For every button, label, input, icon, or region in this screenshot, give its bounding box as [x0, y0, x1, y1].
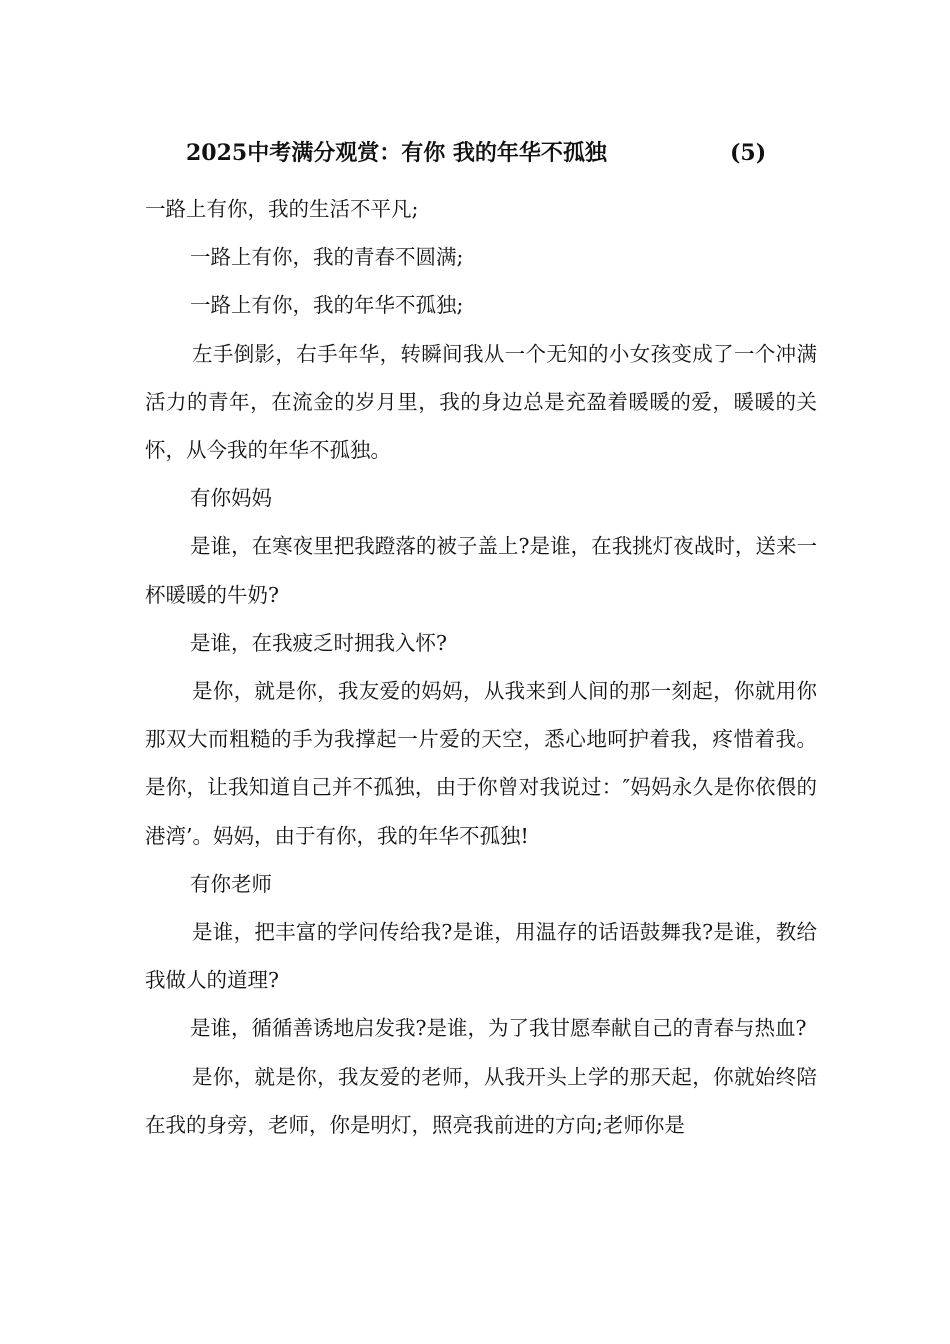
document-body [145, 185, 817, 1149]
paragraph: 是谁，在寒夜里把我蹬落的被子盖上?是谁，在我挑灯夜战时，送来一杯暖暖的牛奶? [145, 534, 817, 607]
paragraph: 是谁，在我疲乏时拥我入怀? [190, 630, 447, 655]
paragraph: 是谁，循循善诱地启发我?是谁，为了我甘愿奉献自己的青春与热血? [190, 1016, 807, 1041]
paragraph: 一路上有你，我的生活不平凡; [145, 197, 419, 221]
paragraph: 一路上有你，我的年华不孤独; [190, 293, 464, 318]
paragraph: 一路上有你，我的青春不圆满; [190, 245, 464, 270]
document-title: 2025中考满分观赏：有你 我的年华不孤独 [186, 140, 607, 166]
section-heading: 有你妈妈 [190, 486, 272, 511]
paragraph: 是你，就是你，我友爱的妈妈，从我来到人间的那一刻起，你就用你那双大而粗糙的手为我撑起一片爱的天空，悉心地呵护着我，疼惜着我。是你，让我知道自己并不孤独，由于你曾对我说过：″妈妈永久是你依偎的港湾’。妈妈，由于有你，我的年华不孤独! [145, 679, 817, 848]
paragraph: 左手倒影，右手年华，转瞬间我从一个无知的小女孩变成了一个冲满活力的青年，在流金的岁月里，我的身边总是充盈着暖暖的爱，暖暖的关怀，从今我的年华不孤独。 [145, 341, 817, 463]
paragraph: 是你，就是你，我友爱的老师，从我开头上学的那天起，你就始终陪在我的身旁，老师，你是明灯，照亮我前进的方向;老师你是 [145, 1064, 817, 1137]
section-heading: 有你老师 [190, 871, 272, 896]
document-title-number: (5) [730, 140, 767, 166]
paragraph: 是谁，把丰富的学问传给我?是谁，用温存的话语鼓舞我?是谁，教给我做人的道理? [145, 920, 817, 993]
